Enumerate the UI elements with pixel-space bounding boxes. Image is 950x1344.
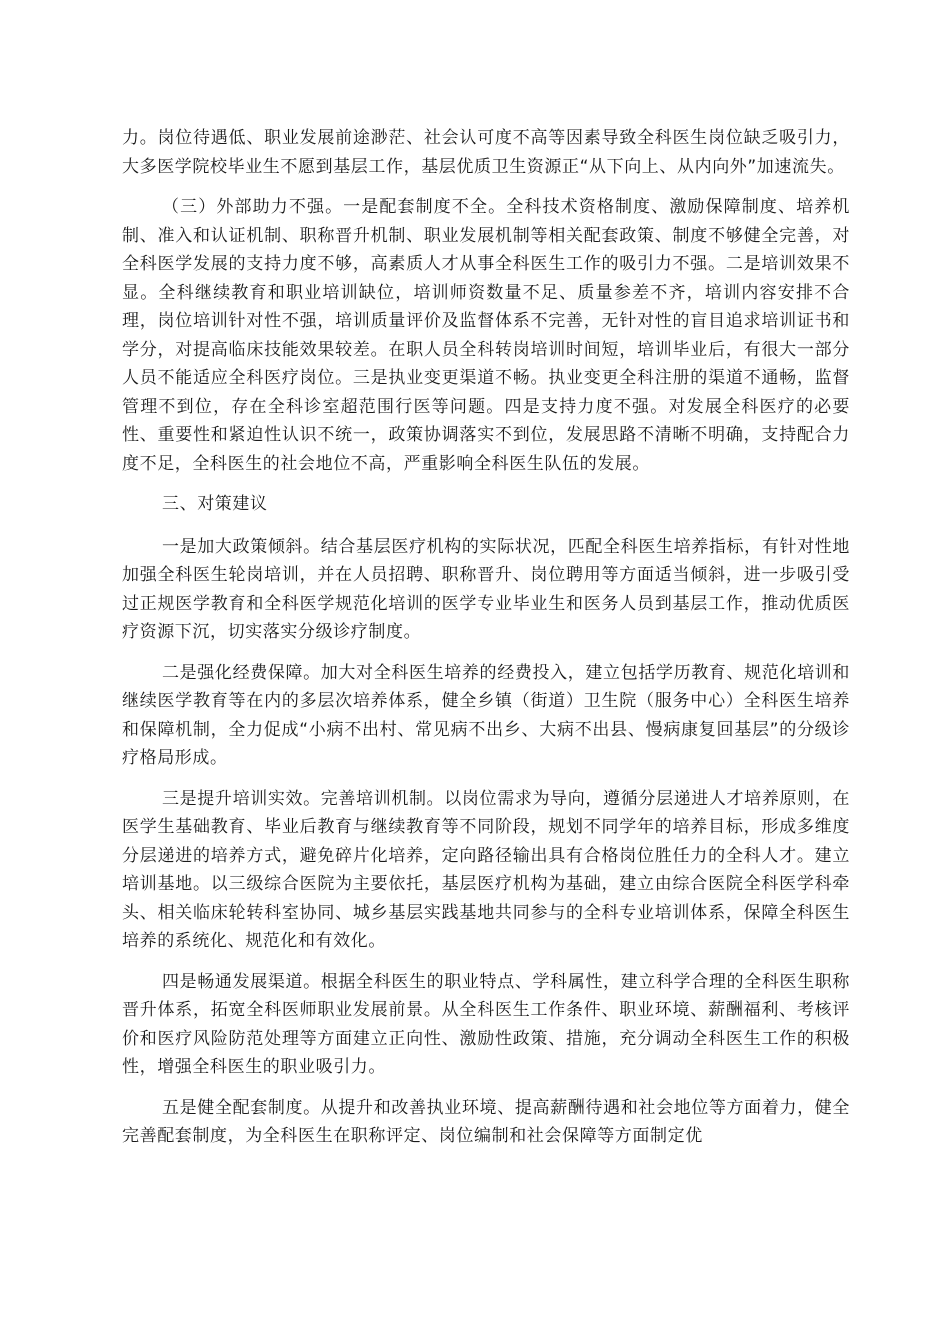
paragraph-continuation: 力。岗位待遇低、职业发展前途渺茫、社会认可度不高等因素导致全科医生岗位缺乏吸引力，大多医学院校毕业生不愿到基层工作，基层优质卫生资源正“从下向上、从内向外”加速流失。 bbox=[122, 128, 850, 177]
paragraph-external-support: （三）外部助力不强。一是配套制度不全。全科技术资格制度、激励保障制度、培养机制、准入和认证机制、职称晋升机制、职业发展机制等相关配套政策、制度不够健全完善，对全科医学发展的支持力度不够，高素质人才从事全科医生工作的吸引力不强。二是培训效果不显。全科继续教育和职业培训缺位，培训师资数量不足、质量参差不齐，培训内容安排不合理，岗位培训针对性不强，培训质量评价及监督体系不完善，无针对性的盲目追求培训证书和学分，对提高临床技能效果较差。在职人员全科转岗培训时间短，培训毕业后，有很大一部分人员不能适应全科医疗岗位。三是执业变更渠道不畅。执业变更全科注册的渠道不通畅，监督管理不到位，存在全科诊室超范围行医等问题。四是支持力度不强。对发展全科医疗的必要性、重要性和紧迫性认识不统一，政策协调落实不到位，发展思路不清晰不明确，支持配合力度不足，全科医生的社会地位不高，严重影响全科医生队伍的发展。 bbox=[122, 197, 850, 474]
paragraph-training-effectiveness: 三是提升培训实效。完善培训机制。以岗位需求为导向，遵循分层递进人才培养原则，在医学生基础教育、毕业后教育与继续教育等不同阶段，规划不同学年的培养目标，形成多维度分层递进的培养方式，避免碎片化培养，定向路径输出具有合格岗位胜任力的全科人才。建立培训基地。以三级综合医院为主要依托，基层医疗机构为基础，建立由综合医院全科医学科牵头、相关临床轮转科室协同、城乡基层实践基地共同参与的全科专业培训体系，保障全科医生培养的系统化、规范化和有效化。 bbox=[122, 788, 850, 951]
paragraph-development-channels: 四是畅通发展渠道。根据全科医生的职业特点、学科属性，建立科学合理的全科医生职称晋升体系，拓宽全科医师职业发展前景。从全科医生工作条件、职业环境、薪酬福利、考核评价和医疗风险防范处理等方面建立正向性、激励性政策、措施，充分调动全科医生工作的积极性，增强全科医生的职业吸引力。 bbox=[122, 971, 850, 1077]
paragraph-policy-tilt: 一是加大政策倾斜。结合基层医疗机构的实际状况，匹配全科医生培养指标，有针对性地加强全科医生轮岗培训，并在人员招聘、职称晋升、岗位聘用等方面适当倾斜，进一步吸引受过正规医学教育和全科医学规范化培训的医学专业毕业生和医务人员到基层工作，推动优质医疗资源下沉，切实落实分级诊疗制度。 bbox=[122, 536, 850, 642]
document-page bbox=[122, 124, 850, 1163]
paragraph-funding-guarantee: 二是强化经费保障。加大对全科医生培养的经费投入，建立包括学历教育、规范化培训和继续医学教育等在内的多层次培养体系，健全乡镇（街道）卫生院（服务中心）全科医生培养和保障机制，全力促成“小病不出村、常见病不出乡、大病不出县、慢病康复回基层”的分级诊疗格局形成。 bbox=[122, 662, 850, 768]
section-heading-countermeasures: 三、对策建议 bbox=[162, 494, 268, 514]
paragraph-supporting-systems: 五是健全配套制度。从提升和改善执业环境、提高薪酬待遇和社会地位等方面着力，健全完善配套制度，为全科医生在职称评定、岗位编制和社会保障等方面制定优 bbox=[122, 1097, 850, 1146]
